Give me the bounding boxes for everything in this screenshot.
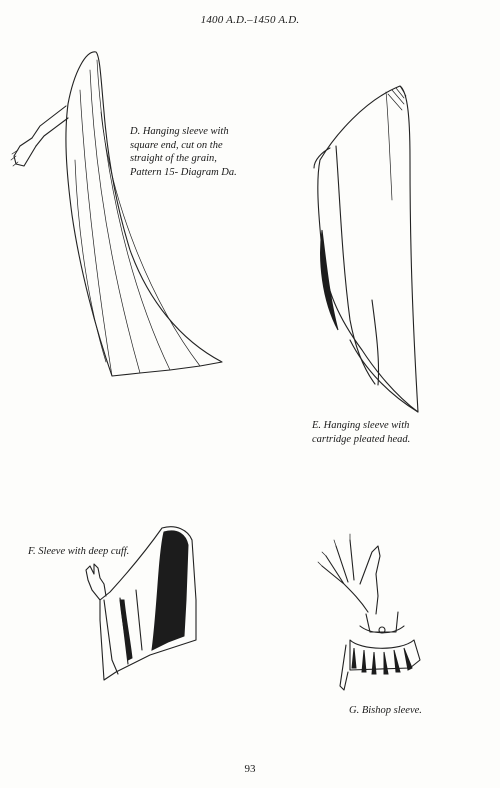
caption-line: E. Hanging sleeve with (312, 420, 410, 431)
caption-line: G. Bishop sleeve. (349, 705, 422, 716)
caption-figure-g (349, 704, 422, 718)
caption-line: cartridge pleated head. (312, 433, 411, 445)
figure-d-hanging-sleeve-drawing (11, 52, 222, 376)
caption-figure-d (130, 125, 237, 179)
figure-g-bishop-sleeve-drawing (318, 534, 420, 690)
figure-e-cartridge-sleeve-drawing (314, 86, 418, 412)
caption-line: F. Sleeve with deep cuff. (28, 546, 130, 557)
caption-figure-e (312, 419, 410, 446)
page-number: 93 (244, 763, 256, 775)
caption-figure-f (28, 545, 129, 559)
caption-line: Pattern 15- Diagram Da. (130, 166, 237, 178)
caption-line: square end, cut on the (130, 139, 223, 151)
caption-line: straight of the grain, (130, 153, 217, 164)
caption-line: D. Hanging sleeve with (130, 126, 229, 137)
page-header: 1400 A.D.–1450 A.D. (200, 14, 300, 26)
